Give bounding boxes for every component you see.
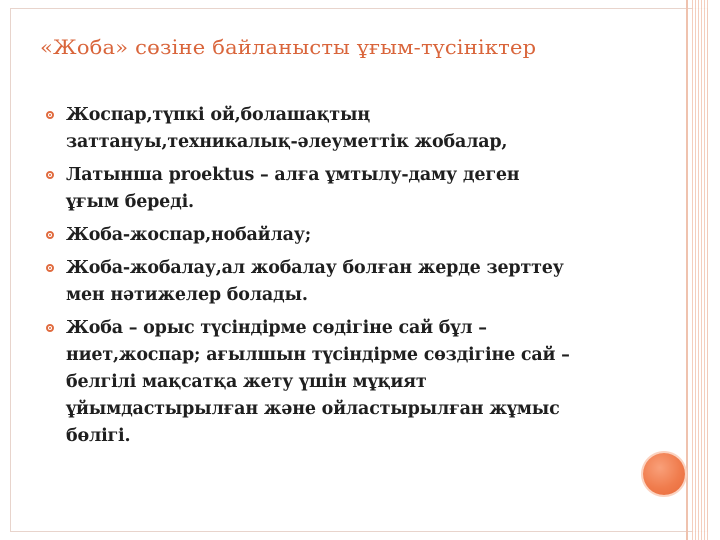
list-item [46,255,646,309]
list-item [46,102,646,156]
bullet-text: Латынша proektus – алға ұмтылу-даму деген ұғым береді. [66,165,520,212]
bullet-text: Жоспар,түпкі ой,болашақтың заттануы,техникалық-әлеуметтік жобалар, [66,105,508,152]
list-item [46,222,646,249]
side-stripe-band [692,0,708,540]
bullet-text: Жоба – орыс түсіндірме сөдігіне сай бұл – ниет,жоспар; ағылшын түсіндірме сөздігіне сай – белгілі мақсатқа жету үшін мұқият ұйымдастырылған және ойластырылған жұмыс бөлігі. [66,318,570,446]
bullet-circle-icon [46,171,54,179]
side-accent-line [686,0,688,540]
bullet-list [46,102,646,456]
bullet-circle-icon [46,324,54,332]
list-item [46,315,646,450]
slide-title: «Жоба» сөзіне байланысты ұғым-түсініктер [40,36,537,59]
bullet-text: Жоба-жоспар,нобайлау; [66,225,311,245]
orange-circle-decoration [643,453,685,495]
bullet-circle-icon [46,111,54,119]
bullet-circle-icon [46,231,54,239]
bullet-circle-icon [46,264,54,272]
list-item [46,162,646,216]
bullet-text: Жоба-жобалау,ал жобалау болған жерде зерттеу мен нәтижелер болады. [66,258,564,305]
